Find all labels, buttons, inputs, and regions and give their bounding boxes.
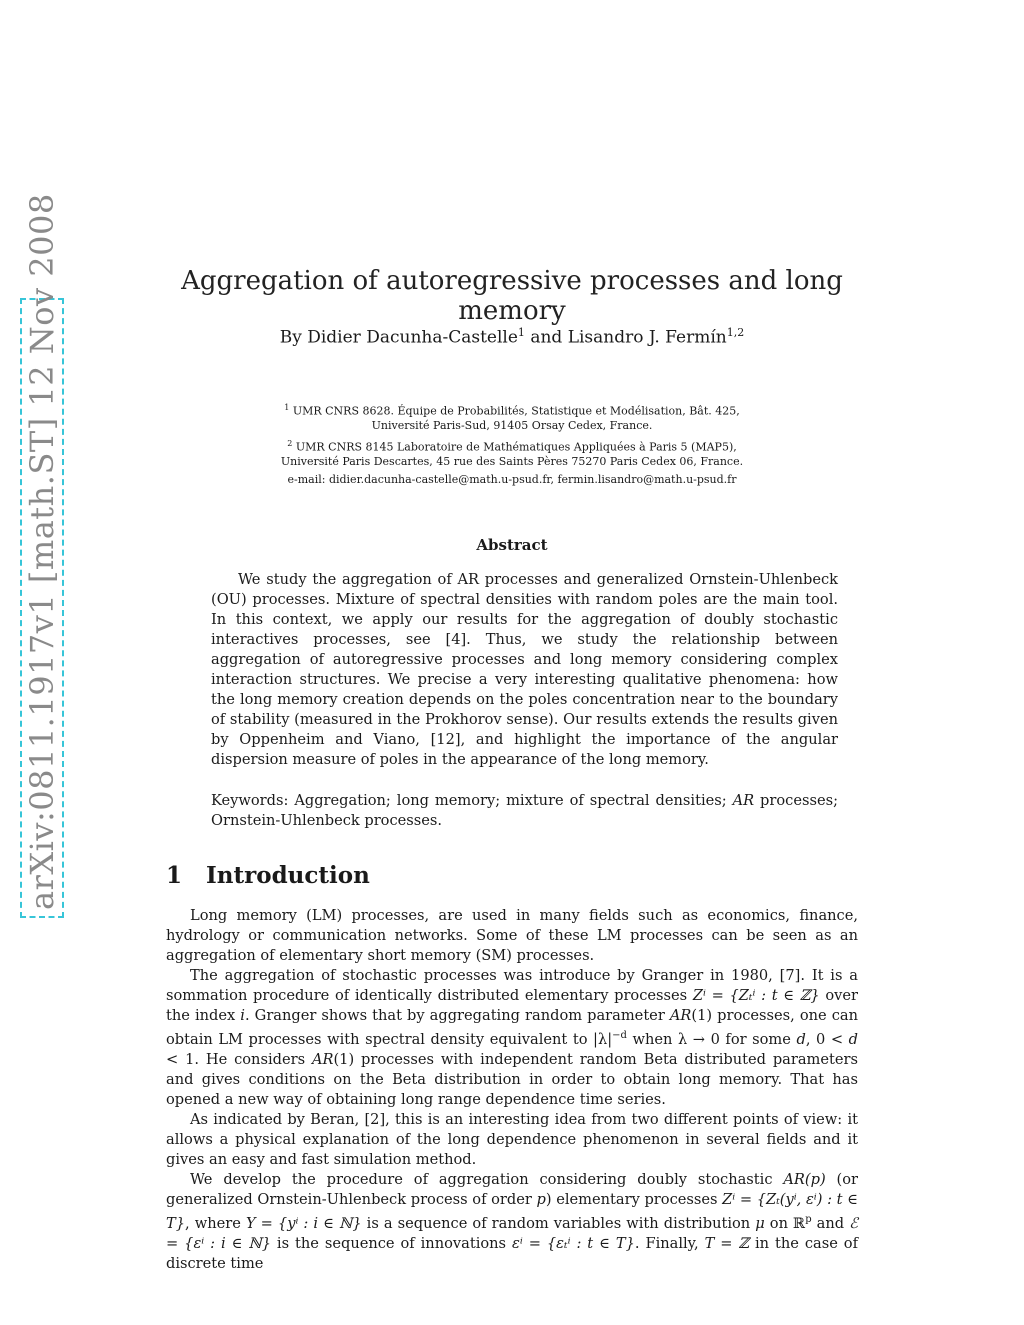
keywords-text-end: processes; Ornstein-Uhlenbeck processes. bbox=[211, 792, 838, 829]
abstract-heading: Abstract bbox=[476, 536, 548, 554]
paragraph-2: The aggregation of stochastic processes was introduce by Granger in 1980, [7]. It is a sommation procedure of identically distributed elementary processes Zⁱ = {Zₜⁱ : t ∈ ℤ} over the index i. Granger shows that by aggregating random parameter AR(1) processes, one can obtain LM processes with spectral density equivalent to $|\lambda|^{-d}$ when λ → 0 for some d, 0 < d < 1. He considers AR(1) processes with independent random Beta distributed parameters and gives conditions on the Beta distribution in order to obtain long memory. That has opened a new way of obtaining long range dependence time series. bbox=[166, 967, 859, 1108]
arxiv-identifier: arXiv:0811.1917v1 [math.ST] 12 Nov 2008 bbox=[23, 193, 61, 910]
affiliation-2 bbox=[220, 437, 804, 469]
paragraph-1: Long memory (LM) processes, are used in many fields such as economics, finance, hydrology or communication networks. Some of these LM processes can be seen as an aggregation of elementary short memory (SM) processes. bbox=[166, 907, 858, 964]
section-number: 1 bbox=[166, 862, 183, 889]
affiliation-2-line1: UMR CNRS 8145 Laboratoire de Mathématiques Appliquées à Paris 5 (MAP5), bbox=[292, 440, 737, 454]
paragraph-4: We develop the procedure of aggregation considering doubly stochastic AR(p) (or generalized Ornstein-Uhlenbeck process of order p) elementary processes Zⁱ = {Zₜ(yⁱ, εⁱ) : t ∈ T}, where Y = {yⁱ : i ∈ ℕ} is a sequence of random variables with distribution μ on ℝ$^p$ and ℰ = {εⁱ : i ∈ ℕ} is the sequence of innovations εⁱ = {εₜⁱ : t ∈ T}. Finally, T = ℤ in the case of discrete time bbox=[166, 1170, 858, 1272]
affiliation-2-line2: Université Paris Descartes, 45 rue des Saints Pères 75270 Paris Cedex 06, France. bbox=[280, 454, 744, 468]
email-line: e-mail: didier.dacunha-castelle@math.u-psud.fr, fermin.lisandro@math.u-psud.fr bbox=[287, 473, 737, 486]
section-heading bbox=[166, 862, 370, 889]
keywords bbox=[211, 791, 838, 831]
affiliation-1-line2: Université Paris-Sud, 91405 Orsay Cedex, France. bbox=[371, 418, 653, 432]
author-line bbox=[150, 326, 874, 348]
author-sup-2: 1,2 bbox=[726, 326, 745, 339]
keywords-text: Keywords: Aggregation; long memory; mixture of spectral densities; bbox=[211, 792, 733, 809]
keywords-italic: AR bbox=[732, 792, 755, 809]
section-title: Introduction bbox=[206, 862, 370, 889]
paragraph-3: As indicated by Beran, [2], this is an interesting idea from two different points of view: it allows a physical explanation of the long dependence phenomenon in several fields and it gives an easy and fast simulation method. bbox=[166, 1110, 858, 1168]
introduction-body bbox=[166, 906, 858, 1274]
author-middle: and Lisandro J. Fermín bbox=[524, 327, 727, 348]
affiliation-1-line1: UMR CNRS 8628. Équipe de Probabilités, Statistique et Modélisation, Bât. 425, bbox=[289, 404, 740, 418]
author-sup-1: 1 bbox=[517, 326, 525, 339]
affiliation-2-mark: 2 bbox=[287, 439, 293, 448]
paper-title: Aggregation of autoregressive processes and long memory bbox=[181, 266, 843, 326]
abstract-paragraph: We study the aggregation of AR processes and generalized Ornstein-Uhlenbeck (OU) processes. Mixture of spectral densities with random poles are the main tool. In this context, we apply our results for the aggregation of doubly stochastic interactives processes, see [4]. Thus, we study the relationship between aggregation of autoregressive processes and long memory considering complex interaction structures. We precise a very interesting qualitative phenomena: how the long memory creation depends on the poles concentration near to the boundary of stability (measured in the Prokhorov sense). Our results extends the results given by Oppenheim and Viano, [12], and highlight the importance of the angular dispersion measure of poles in the appearance of the long memory. bbox=[211, 571, 838, 768]
affiliation-1-mark: 1 bbox=[284, 403, 290, 412]
abstract-body bbox=[211, 570, 838, 770]
affiliation-1 bbox=[220, 401, 804, 433]
author-prefix: By Didier Dacunha-Castelle bbox=[279, 327, 518, 348]
